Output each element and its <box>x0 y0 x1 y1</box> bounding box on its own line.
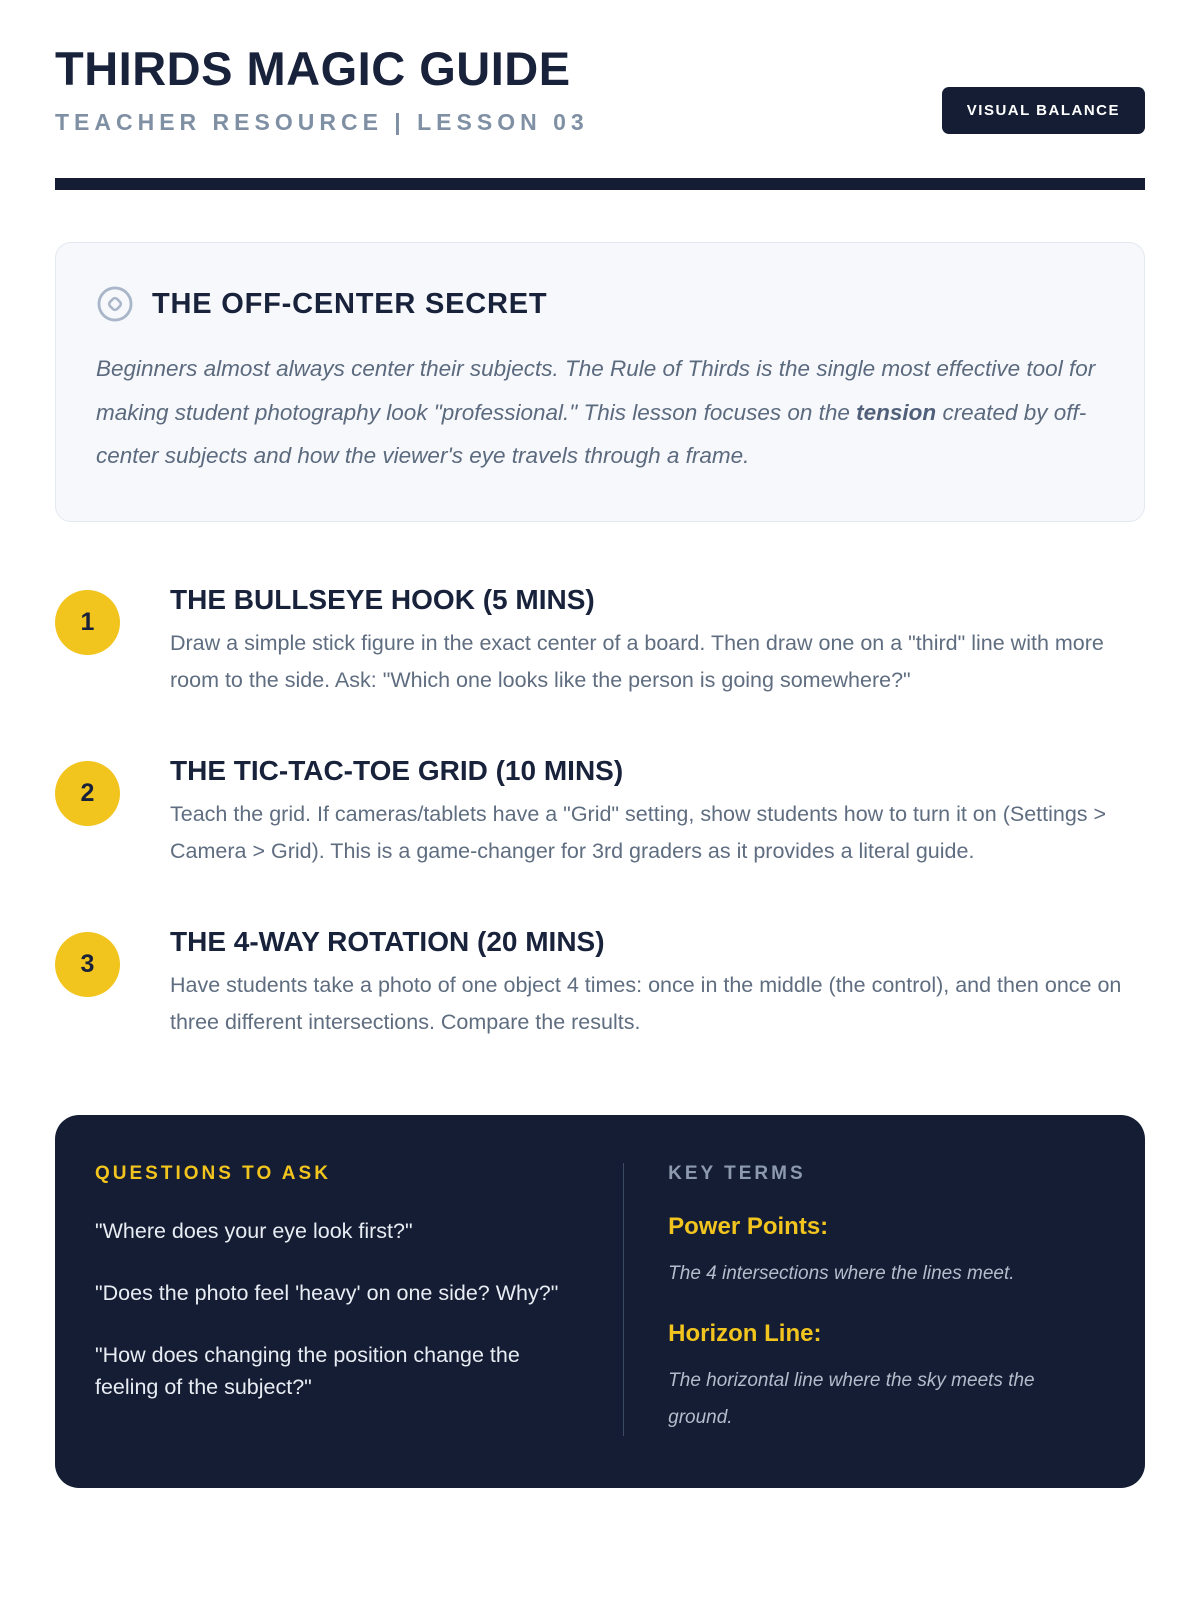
intro-text-before: Beginners almost always center their subjects. The Rule of Thirds is the single most effective tool for making student photography look "professional." This lesson focuses on the <box>96 356 1096 425</box>
questions-column <box>95 1163 623 1436</box>
term-name: Power Points: <box>668 1212 829 1240</box>
intro-text-after: created by off-center subjects and how the viewer's eye travels through a frame. <box>96 399 1087 468</box>
compass-icon <box>96 285 134 323</box>
step-content <box>170 584 1130 699</box>
step-item-2 <box>55 755 1145 870</box>
questions-heading: QUESTIONS TO ASK <box>95 1162 331 1184</box>
term-name: Horizon Line: <box>668 1319 822 1347</box>
footer-panel <box>55 1115 1145 1488</box>
intro-card <box>55 242 1145 522</box>
key-terms-heading: KEY TERMS <box>668 1162 806 1184</box>
step-body: Have students take a photo of one object 4 times: once in the middle (the control), and then once on three different intersections. Compare the results. <box>170 972 1122 1034</box>
intro-paragraph <box>96 347 1104 477</box>
question-item: "How does changing the position change the feeling of the subject?" <box>95 1343 520 1400</box>
step-body: Teach the grid. If cameras/tablets have a "Grid" setting, show students how to turn it on (Settings > Camera > Grid). This is a game-changer for 3rd graders as it provides a literal guide. <box>170 801 1107 863</box>
topic-badge: VISUAL BALANCE <box>942 87 1145 134</box>
step-number-badge: 3 <box>55 932 120 997</box>
header-titles <box>55 44 589 136</box>
step-title: THE BULLSEYE HOOK (5 MINS) <box>170 583 595 615</box>
key-terms-column <box>623 1163 1101 1436</box>
step-number-badge: 2 <box>55 761 120 826</box>
page-title: THIRDS MAGIC GUIDE <box>55 42 571 95</box>
term-definition: The 4 intersections where the lines meet. <box>668 1262 1015 1284</box>
header <box>55 44 1145 136</box>
step-title: THE TIC-TAC-TOE GRID (10 MINS) <box>170 754 624 786</box>
step-item-3 <box>55 926 1145 1041</box>
step-number-badge: 1 <box>55 590 120 655</box>
step-body: Draw a simple stick figure in the exact center of a board. Then draw one on a "third" line with more room to the side. Ask: "Which one looks like the person is going somewhere?" <box>170 630 1104 692</box>
term-block <box>668 1320 1101 1436</box>
steps-list <box>55 584 1145 1041</box>
term-definition: The horizontal line where the sky meets the ground. <box>668 1369 1035 1428</box>
intro-title: THE OFF-CENTER SECRET <box>152 287 548 320</box>
step-item-1 <box>55 584 1145 699</box>
step-title: THE 4-WAY ROTATION (20 MINS) <box>170 925 605 957</box>
step-content <box>170 755 1130 870</box>
question-item: "Does the photo feel 'heavy' on one side? Why?" <box>95 1280 559 1305</box>
intro-text-bold: tension <box>856 399 937 425</box>
step-content <box>170 926 1130 1041</box>
term-block <box>668 1213 1101 1292</box>
page-subtitle: TEACHER RESOURCE | LESSON 03 <box>55 109 589 136</box>
question-item: "Where does your eye look first?" <box>95 1218 413 1243</box>
intro-card-header <box>96 285 1104 323</box>
header-rule <box>55 178 1145 190</box>
